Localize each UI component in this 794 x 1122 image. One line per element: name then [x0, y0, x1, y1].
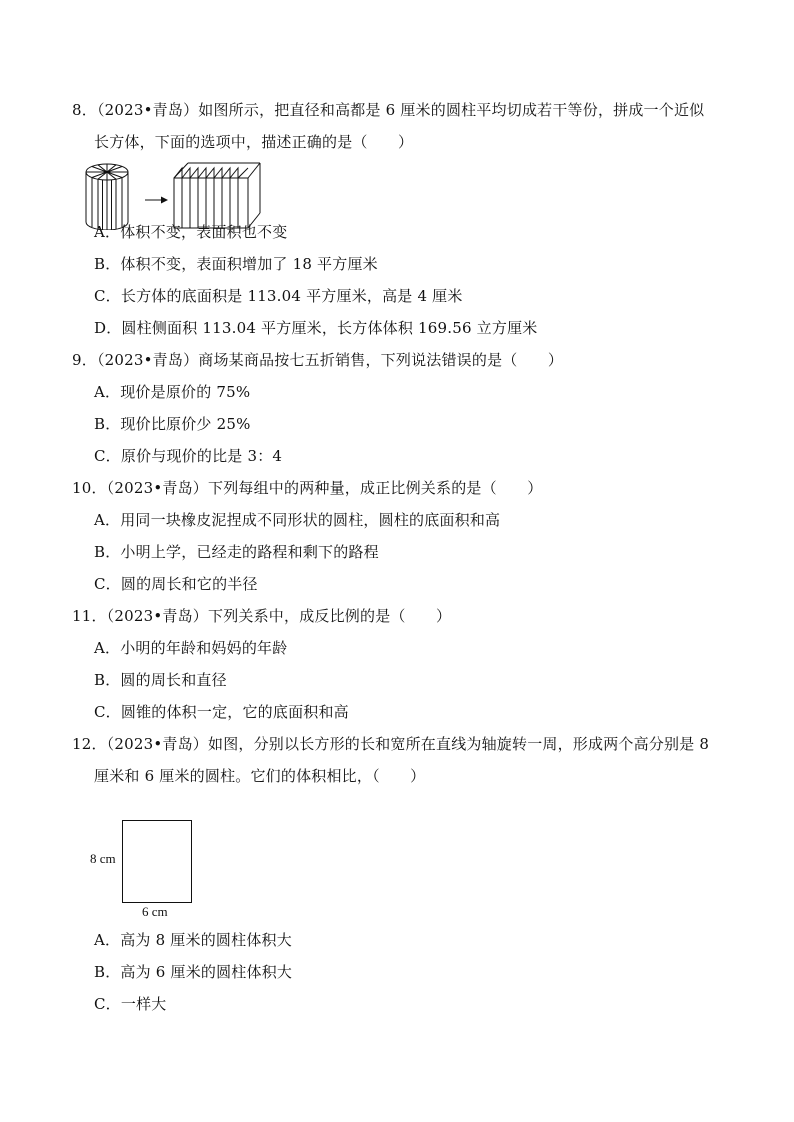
option-12c: C．一样大	[94, 995, 167, 1013]
question-11-text: 11．（2023•青岛）下列关系中，成反比例的是（ ）	[72, 607, 452, 625]
question-12-text-cont: 厘米和 6 厘米的圆柱。它们的体积相比，（ ）	[94, 767, 426, 785]
width-label: 6 cm	[142, 904, 168, 919]
cylinder-to-cuboid-figure	[84, 160, 266, 230]
rectangle-figure	[122, 820, 192, 903]
option-9c: C．原价与现价的比是 3：4	[94, 447, 283, 465]
question-9-text: 9．（2023•青岛）商场某商品按七五折销售，下列说法错误的是（ ）	[72, 351, 564, 369]
question-8-text: 8．（2023•青岛）如图所示，把直径和高都是 6 厘米的圆柱平均切成若干等份，拼成一个近似	[72, 101, 705, 119]
option-8b: B．体积不变，表面积增加了 18 平方厘米	[94, 255, 378, 273]
question-10-text: 10．（2023•青岛）下列每组中的两种量，成正比例关系的是（ ）	[72, 479, 543, 497]
option-12a: A．高为 8 厘米的圆柱体积大	[94, 931, 292, 949]
option-11b: B．圆的周长和直径	[94, 671, 227, 689]
question-12-text: 12．（2023•青岛）如图，分别以长方形的长和宽所在直线为轴旋转一周，形成两个高分别是 8	[72, 735, 710, 753]
height-label: 8 cm	[90, 851, 116, 866]
option-10c: C．圆的周长和它的半径	[94, 575, 258, 593]
question-8-text-cont: 长方体，下面的选项中，描述正确的是（ ）	[94, 133, 414, 151]
option-11a: A．小明的年龄和妈妈的年龄	[94, 639, 288, 657]
option-10b: B．小明上学，已经走的路程和剩下的路程	[94, 543, 379, 561]
option-10a: A．用同一块橡皮泥捏成不同形状的圆柱，圆柱的底面积和高	[94, 511, 501, 529]
option-8a: A．体积不变，表面积也不变	[94, 223, 288, 241]
option-12b: B．高为 6 厘米的圆柱体积大	[94, 963, 293, 981]
option-9b: B．现价比原价少 25%	[94, 415, 251, 433]
option-9a: A．现价是原价的 75%	[94, 383, 251, 401]
option-8c: C．长方体的底面积是 113.04 平方厘米，高是 4 厘米	[94, 287, 463, 305]
option-8d: D．圆柱侧面积 113.04 平方厘米，长方体体积 169.56 立方厘米	[94, 319, 538, 337]
option-11c: C．圆锥的体积一定，它的底面积和高	[94, 703, 349, 721]
